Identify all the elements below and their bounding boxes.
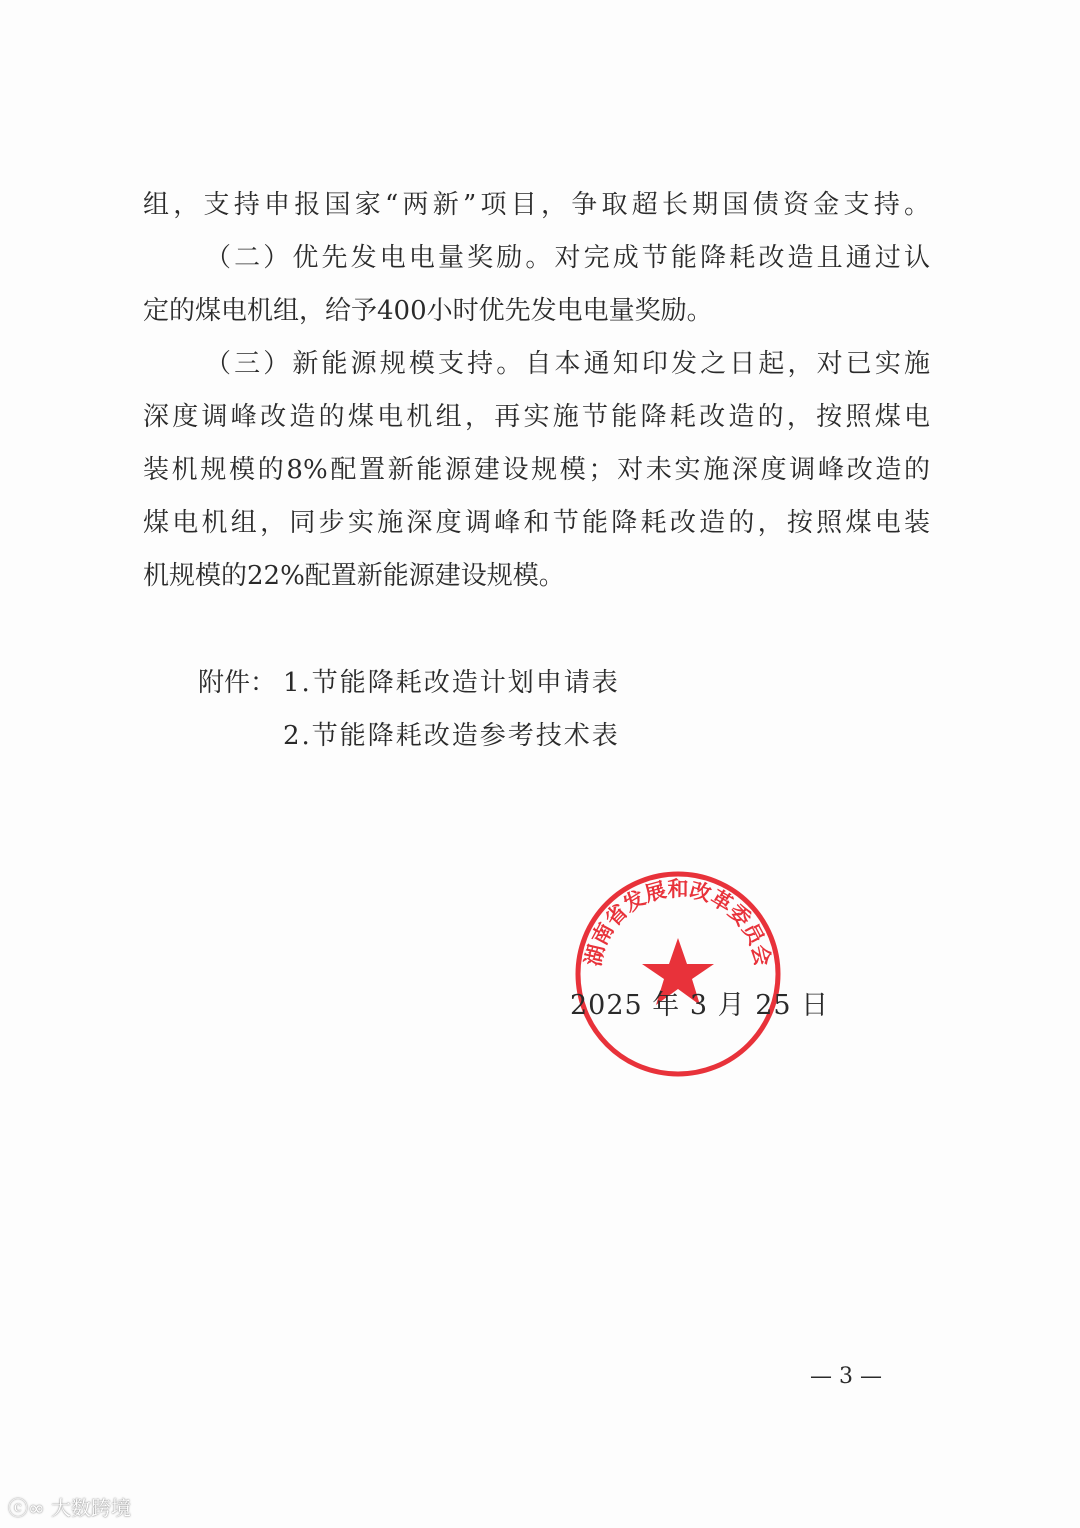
page-number: — 3 —: [810, 1364, 882, 1389]
body-line: 组，支持申报国家“两新”项目，争取超长期国债资金支持。: [143, 190, 930, 220]
body-line: （二）优先发电电量奖励。对完成节能降耗改造且通过认: [205, 243, 930, 273]
body-line: 深度调峰改造的煤电机组，再实施节能降耗改造的，按照煤电: [143, 402, 930, 432]
seal-text: 湖南省发展和改革委员会: [581, 877, 775, 969]
watermark: [8, 1492, 131, 1521]
body-line: 煤电机组，同步实施深度调峰和节能降耗改造的，按照煤电装: [143, 508, 930, 538]
attachment-item: 1.节能降耗改造计划申请表: [283, 668, 620, 698]
attachments-label: 附件：: [198, 668, 277, 698]
watermark-text: 大数跨境: [51, 1496, 132, 1520]
issue-date: 2025 年 3 月 25 日: [570, 990, 830, 1021]
official-seal: [573, 866, 783, 1081]
body-line: （三）新能源规模支持。自本通知印发之日起，对已实施: [205, 349, 930, 379]
body-line: 装机规模的8%配置新能源建设规模；对未实施深度调峰改造的: [143, 455, 930, 485]
body-line: 机规模的22%配置新能源建设规模。: [143, 561, 565, 591]
watermark-logo-icon: ⓒ∞: [8, 1496, 52, 1520]
attachment-item: 2.节能降耗改造参考技术表: [283, 721, 620, 751]
body-line: 定的煤电机组，给予400小时优先发电电量奖励。: [143, 296, 713, 326]
